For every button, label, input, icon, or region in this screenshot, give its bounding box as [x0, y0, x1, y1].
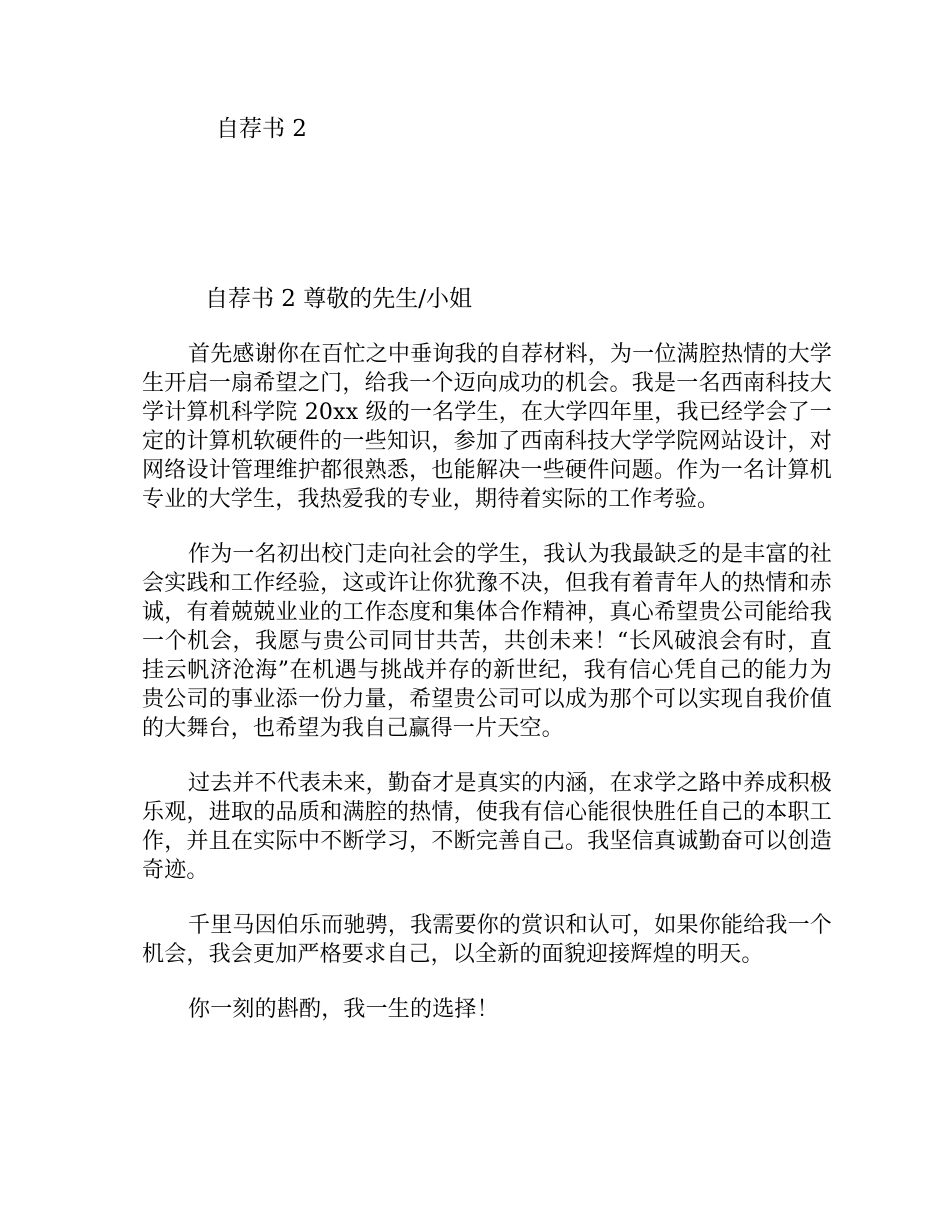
document-body	[142, 340, 832, 1050]
salutation: 自荐书 2 尊敬的先生/小姐	[205, 286, 473, 312]
paragraph-closing: 你一刻的斟酌，我一生的选择！	[188, 997, 499, 1022]
paragraph-motivation: 作为一名初出校门走向社会的学生，我认为我最缺乏的是丰富的社会实践和工作经验，这或许让你犹豫不决，但我有着青年人的热情和赤诚，有着兢兢业业的工作态度和集体合作精神，真心希望贵公司能给我一个机会，我愿与贵公司同甘共苦，共创未来！“长风破浪会有时，直挂云帆济沧海”在机遇与挑战并存的新世纪，我有信心凭自己的能力为贵公司的事业添一份力量，希望贵公司可以成为那个可以实现自我价值的大舞台，也希望为我自己赢得一片天空。	[142, 542, 832, 741]
paragraph-request: 千里马因伯乐而驰骋，我需要你的赏识和认可，如果你能给我一个机会，我会更加严格要求自己，以全新的面貌迎接辉煌的明天。	[142, 913, 832, 967]
paragraph-character: 过去并不代表未来，勤奋才是真实的内涵，在求学之路中养成积极乐观，进取的品质和满腔的热情，使我有信心能很快胜任自己的本职工作，并且在实际中不断学习，不断完善自己。我坚信真诚勤奋可以创造奇迹。	[142, 771, 832, 883]
paragraph-introduction: 首先感谢你在百忙之中垂询我的自荐材料，为一位满腔热情的大学生开启一扇希望之门，给我一个迈向成功的机会。我是一名西南科技大学计算机科学院 20xx 级的一名学生，在大学四年里，我已经学会了一定的计算机软硬件的一些知识，参加了西南科技大学学院网站设计，对网络设计管理维护都很熟悉，也能解决一些硬件问题。作为一名计算机专业的大学生，我热爱我的专业，期待着实际的工作考验。	[142, 342, 832, 512]
document-title: 自荐书 2	[216, 116, 307, 142]
